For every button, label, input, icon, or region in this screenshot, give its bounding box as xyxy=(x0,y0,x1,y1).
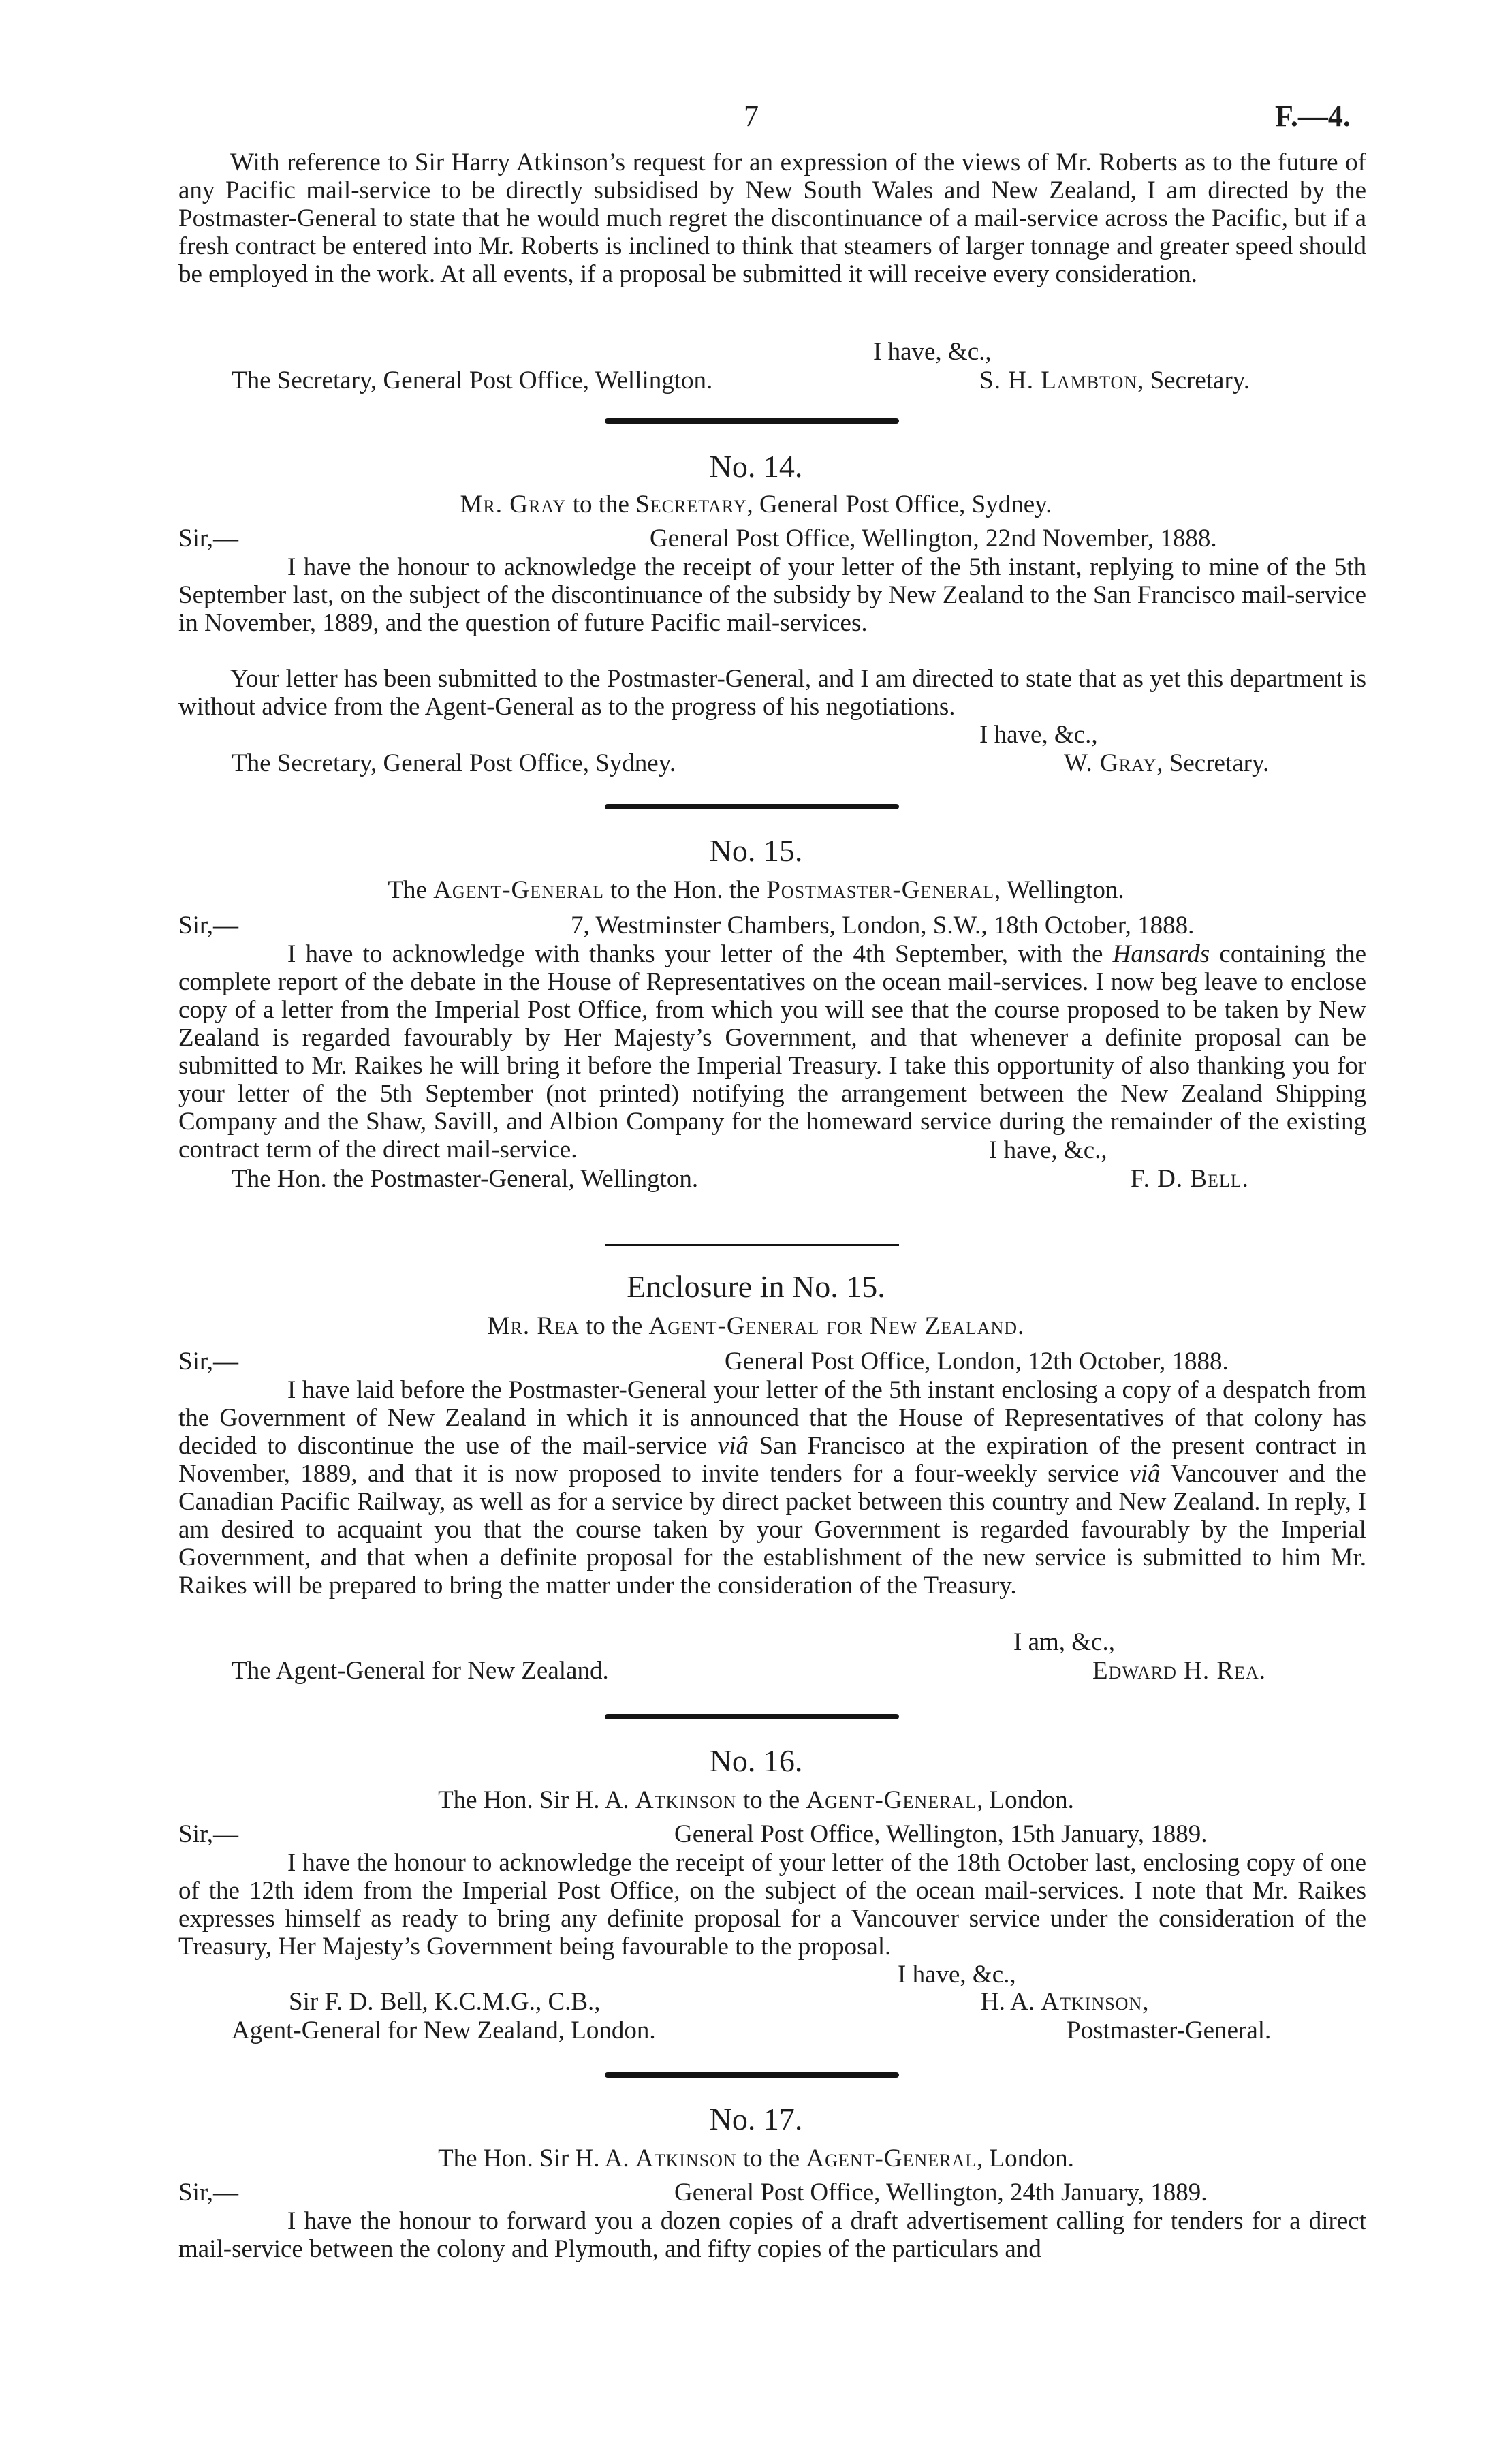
no15-heading: No. 15. xyxy=(709,833,803,868)
no16-heading: No. 16. xyxy=(709,1743,803,1778)
section-divider xyxy=(605,418,899,424)
opening-closing: I have, &c., xyxy=(873,338,992,366)
no17-subheading: The Hon. Sir H. A. Atkinson to the Agent-General, London. xyxy=(438,2145,1074,2172)
opening-signature: S. H. Lambton, Secretary. xyxy=(979,367,1250,394)
document-reference: F.—4. xyxy=(1275,99,1351,133)
no14-closing: I have, &c., xyxy=(979,721,1098,749)
enclosure15-addressee: The Agent-General for New Zealand. xyxy=(232,1657,609,1685)
section-divider xyxy=(605,1714,899,1719)
opening-paragraph: With reference to Sir Harry Atkinson’s request for an expression of the views of Mr. Roberts as to the future of any Pacific mail-service to be directly subsidised by New South Wales and New Zealand, I am directed by the Postmaster-General to state that he would much regret the discontinuance of a mail-service across the Pacific, but if a fresh contract be entered into Mr. Roberts is inclined to think that steamers of larger tonnage and greater speed should be employed in the work. At all events, if a proposal be submitted it will receive every consideration. xyxy=(178,149,1366,288)
no14-addressee: The Secretary, General Post Office, Sydney. xyxy=(232,749,676,777)
enclosure-divider xyxy=(605,1244,899,1246)
no14-dateline: General Post Office, Wellington, 22nd November, 1888. xyxy=(650,525,1217,552)
section-divider xyxy=(605,2072,899,2078)
no14-paragraph-2: Your letter has been submitted to the Postmaster-General, and I am directed to state that as yet this department is without advice from the Agent-General as to the progress of his negotiations. xyxy=(178,665,1366,721)
no16-paragraph-1: I have the honour to acknowledge the receipt of your letter of the 18th October last, enclosing copy of one of the 12th idem from the Imperial Post Office, on the subject of the ocean mail-services. I note that Mr. Raikes expresses himself as ready to bring any definite proposal for a Vancouver service under the consideration of the Treasury, Her Majesty’s Government being favourable to the proposal. xyxy=(178,1849,1366,1961)
no15-closing: I have, &c., xyxy=(989,1136,1107,1164)
no15-signature: F. D. Bell. xyxy=(1131,1165,1249,1193)
enclosure15-italic-via: viâ xyxy=(1129,1460,1161,1488)
no17-heading: No. 17. xyxy=(709,2102,803,2136)
enclosure15-signature: Edward H. Rea. xyxy=(1092,1657,1266,1685)
no15-italic-hansards: Hansards xyxy=(1112,940,1210,968)
no14-subheading: Mr. Gray to the Secretary, General Post Office, Sydney. xyxy=(460,490,1052,518)
no15-paragraph-1: I have to acknowledge with thanks your letter of the 4th September, with the Hansards containing the complete report of the debate in the House of Representatives on the ocean mail-services. I now beg leave to enclose copy of a letter from the Imperial Post Office, from which you will see that the course proposed to be taken by New Zealand is regarded favourably by Her Majesty’s Government, and that whenever a definite proposal can be submitted to Mr. Raikes he will bring it before the Imperial Treasury. I take this opportunity of also thanking you for your letter of the 5th September (not printed) notifying the arrangement between the New Zealand Shipping Company and the Shaw, Savill, and Albion Company for the homeward service during the remainder of the existing contract term of the direct mail-service. xyxy=(178,940,1367,1164)
no14-paragraph-1: I have the honour to acknowledge the receipt of your letter of the 5th instant, replying to mine of the 5th September last, on the subject of the discontinuance of the subsidy by New Zealand to the San Francisco mail-service in November, 1889, and the question of future Pacific mail-services. xyxy=(178,553,1366,637)
enclosure15-subheading: Mr. Rea to the Agent-General for New Zealand. xyxy=(487,1312,1025,1340)
no15-salutation: Sir,— xyxy=(178,911,238,939)
no16-salutation: Sir,— xyxy=(178,1820,238,1848)
no17-salutation: Sir,— xyxy=(178,2179,238,2207)
no16-addressee-line-2: Agent-General for New Zealand, London. xyxy=(232,2016,656,2044)
no16-addressee-line-1: Sir F. D. Bell, K.C.M.G., C.B., xyxy=(289,1988,601,2016)
no16-signature-title: Postmaster-General. xyxy=(1067,2016,1272,2044)
no14-signature: W. Gray, Secretary. xyxy=(1064,749,1270,777)
no16-closing: I have, &c., xyxy=(898,1961,1016,1989)
no14-heading: No. 14. xyxy=(709,449,803,484)
enclosure15-closing: I am, &c., xyxy=(1013,1628,1115,1656)
no17-paragraph-1: I have the honour to forward you a dozen copies of a draft advertisement calling for tenders for a direct mail-service between the colony and Plymouth, and fifty copies of the particulars and xyxy=(178,2207,1366,2263)
enclosure15-salutation: Sir,— xyxy=(178,1347,238,1375)
no15-dateline: 7, Westminster Chambers, London, S.W., 18th October, 1888. xyxy=(571,911,1195,939)
no16-dateline: General Post Office, Wellington, 15th January, 1889. xyxy=(674,1820,1208,1848)
page-number: 7 xyxy=(744,99,759,133)
no15-addressee: The Hon. the Postmaster-General, Wellington. xyxy=(232,1165,699,1193)
enclosure15-heading: Enclosure in No. 15. xyxy=(627,1269,885,1304)
no17-dateline: General Post Office, Wellington, 24th January, 1889. xyxy=(674,2179,1208,2207)
section-divider xyxy=(605,804,899,809)
enclosure15-italic-via: viâ xyxy=(717,1432,749,1460)
no16-subheading: The Hon. Sir H. A. Atkinson to the Agent-General, London. xyxy=(438,1786,1074,1814)
no14-salutation: Sir,— xyxy=(178,525,238,552)
no15-subheading: The Agent-General to the Hon. the Postmaster-General, Wellington. xyxy=(388,876,1124,904)
no16-signature-name: H. A. Atkinson, xyxy=(981,1988,1149,2016)
enclosure15-paragraph-1: I have laid before the Postmaster-General your letter of the 5th instant enclosing a copy of a despatch from the Government of New Zealand in which it is announced that the House of Representatives of that colony has decided to discontinue the use of the mail-service viâ San Francisco at the expiration of the present contract in November, 1889, and that it is now proposed to invite tenders for a four-weekly service viâ Vancouver and the Canadian Pacific Railway, as well as for a service by direct packet between this country and New Zealand. In reply, I am desired to acquaint you that the course taken by your Government is regarded favourably by the Imperial Government, and that when a definite proposal for the establishment of the new service is submitted to him Mr. Raikes will be prepared to bring the matter under the consideration of the Treasury. xyxy=(178,1376,1366,1600)
enclosure15-dateline: General Post Office, London, 12th October, 1888. xyxy=(725,1347,1229,1375)
opening-addressee: The Secretary, General Post Office, Wellington. xyxy=(232,367,713,394)
